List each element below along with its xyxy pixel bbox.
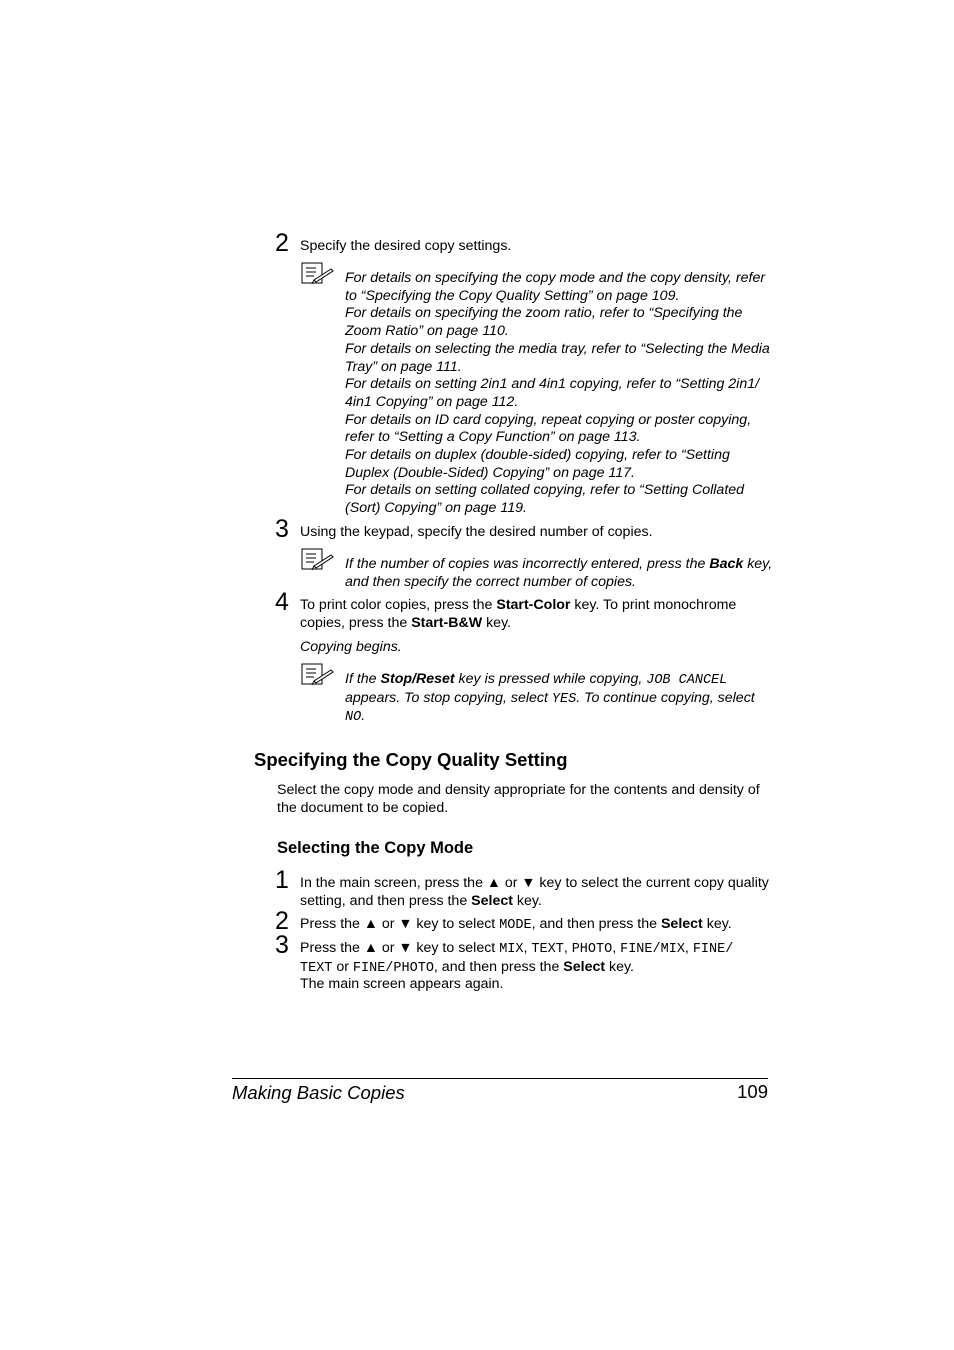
step-number: 3 [275, 931, 289, 959]
step-number: 1 [275, 866, 289, 894]
text-run: , [612, 940, 621, 956]
note-text: If the [345, 671, 381, 687]
note-text: . [361, 708, 366, 725]
key-name: Start-Color [496, 597, 571, 613]
section-intro: Select the copy mode and density appropriate for the contents and density of the document to be copied. [277, 782, 760, 816]
note-paragraph: For details on specifying the zoom ratio, refer to “Specifying the Zoom Ratio” on page 110. [345, 305, 743, 340]
step-text [300, 916, 770, 935]
key-name: Back [709, 556, 744, 572]
step-text: Specify the desired copy settings. [300, 238, 512, 254]
note-text: . To continue copying, select [576, 689, 755, 706]
step-text: Using the keypad, specify the desired number of copies. [300, 524, 653, 540]
section-heading: Specifying the Copy Quality Setting [254, 749, 568, 770]
note-text: key, and then specify the correct number of copies. [345, 556, 773, 590]
display-message: PHOTO [571, 942, 613, 957]
step-result: Copying begins. [300, 639, 402, 655]
note-icon [301, 663, 335, 687]
text-run: , and then press the [531, 916, 661, 932]
display-message: YES [551, 691, 577, 707]
note-text: key is pressed while copying, [454, 671, 647, 687]
text-run: key. [702, 916, 732, 932]
note-paragraph: For details on selecting the media tray, refer to “Selecting the Media Tray” on page 111. [345, 340, 770, 375]
display-message: FINE/PHOTO [352, 960, 434, 976]
text-run: To print color copies, press the [300, 597, 497, 613]
text-run: In the main screen, press the ▲ or ▼ key to select the current copy quality setting, and then press the [300, 875, 769, 909]
key-name: Select [471, 892, 513, 909]
note-text: appears. To stop copying, select [345, 689, 552, 706]
note-icon [301, 548, 335, 572]
display-message: TEXT [531, 942, 564, 957]
text-run: key. [512, 892, 542, 909]
text-run: , [523, 940, 532, 956]
note-text: If the number of copies was incorrectly entered, press the [345, 556, 710, 572]
display-message: JOB CANCEL [646, 673, 728, 688]
step-number: 3 [275, 515, 289, 543]
display-message: MIX [499, 942, 524, 957]
step-number: 2 [275, 907, 289, 935]
text-run: Press the ▲ or ▼ key to select [300, 940, 500, 956]
subsection-heading: Selecting the Copy Mode [277, 839, 474, 857]
key-name: Select [660, 916, 703, 932]
step-text [300, 940, 770, 977]
display-message: FINE/MIX [620, 942, 685, 957]
note-paragraph: For details on setting collated copying, refer to “Setting Collated (Sort) Copying” on page 119. [345, 482, 745, 517]
step-result: The main screen appears again. [300, 976, 504, 992]
note-paragraph: For details on setting 2in1 and 4in1 copying, refer to “Setting 2in1/ 4in1 Copying” on page 112. [345, 376, 760, 410]
note-icon [301, 262, 335, 286]
note-block [345, 270, 773, 518]
text-run: Press the ▲ or ▼ key to select [300, 916, 500, 932]
key-name: Select [563, 958, 606, 975]
step-number: 4 [275, 588, 289, 616]
page-number: 109 [737, 1081, 768, 1102]
display-message: MODE [499, 918, 532, 933]
note-paragraph: For details on duplex (double-sided) copying, refer to “Setting Duplex (Double-Sided) Copying” on page 117. [345, 447, 730, 481]
step-text [300, 875, 770, 910]
note-paragraph: For details on specifying the copy mode and the copy density, refer to “Specifying the Copy Quality Setting” on page 109. [345, 270, 766, 304]
text-run: key. To print monochrome copies, press the [300, 597, 737, 631]
note-block [345, 671, 773, 727]
display-message: FINE/ TEXT [300, 942, 734, 976]
key-name: Start-B&W [411, 614, 483, 631]
footer-chapter-title: Making Basic Copies [232, 1082, 405, 1103]
text-run: or [332, 958, 353, 975]
note-paragraph: For details on ID card copying, repeat copying or poster copying, refer to “Setting a Copy Function” on page 113. [345, 411, 752, 446]
note-block [345, 556, 773, 591]
text-run: key. [482, 614, 512, 631]
step-number: 2 [275, 229, 289, 257]
text-run: , [563, 940, 572, 956]
text-run: , and then press the [433, 958, 564, 975]
footer-rule [232, 1078, 768, 1079]
text-run: , [684, 940, 693, 956]
display-message: NO [345, 710, 362, 726]
step-text [300, 597, 755, 632]
key-name: Stop/Reset [380, 671, 455, 687]
text-run: key. [605, 958, 635, 975]
